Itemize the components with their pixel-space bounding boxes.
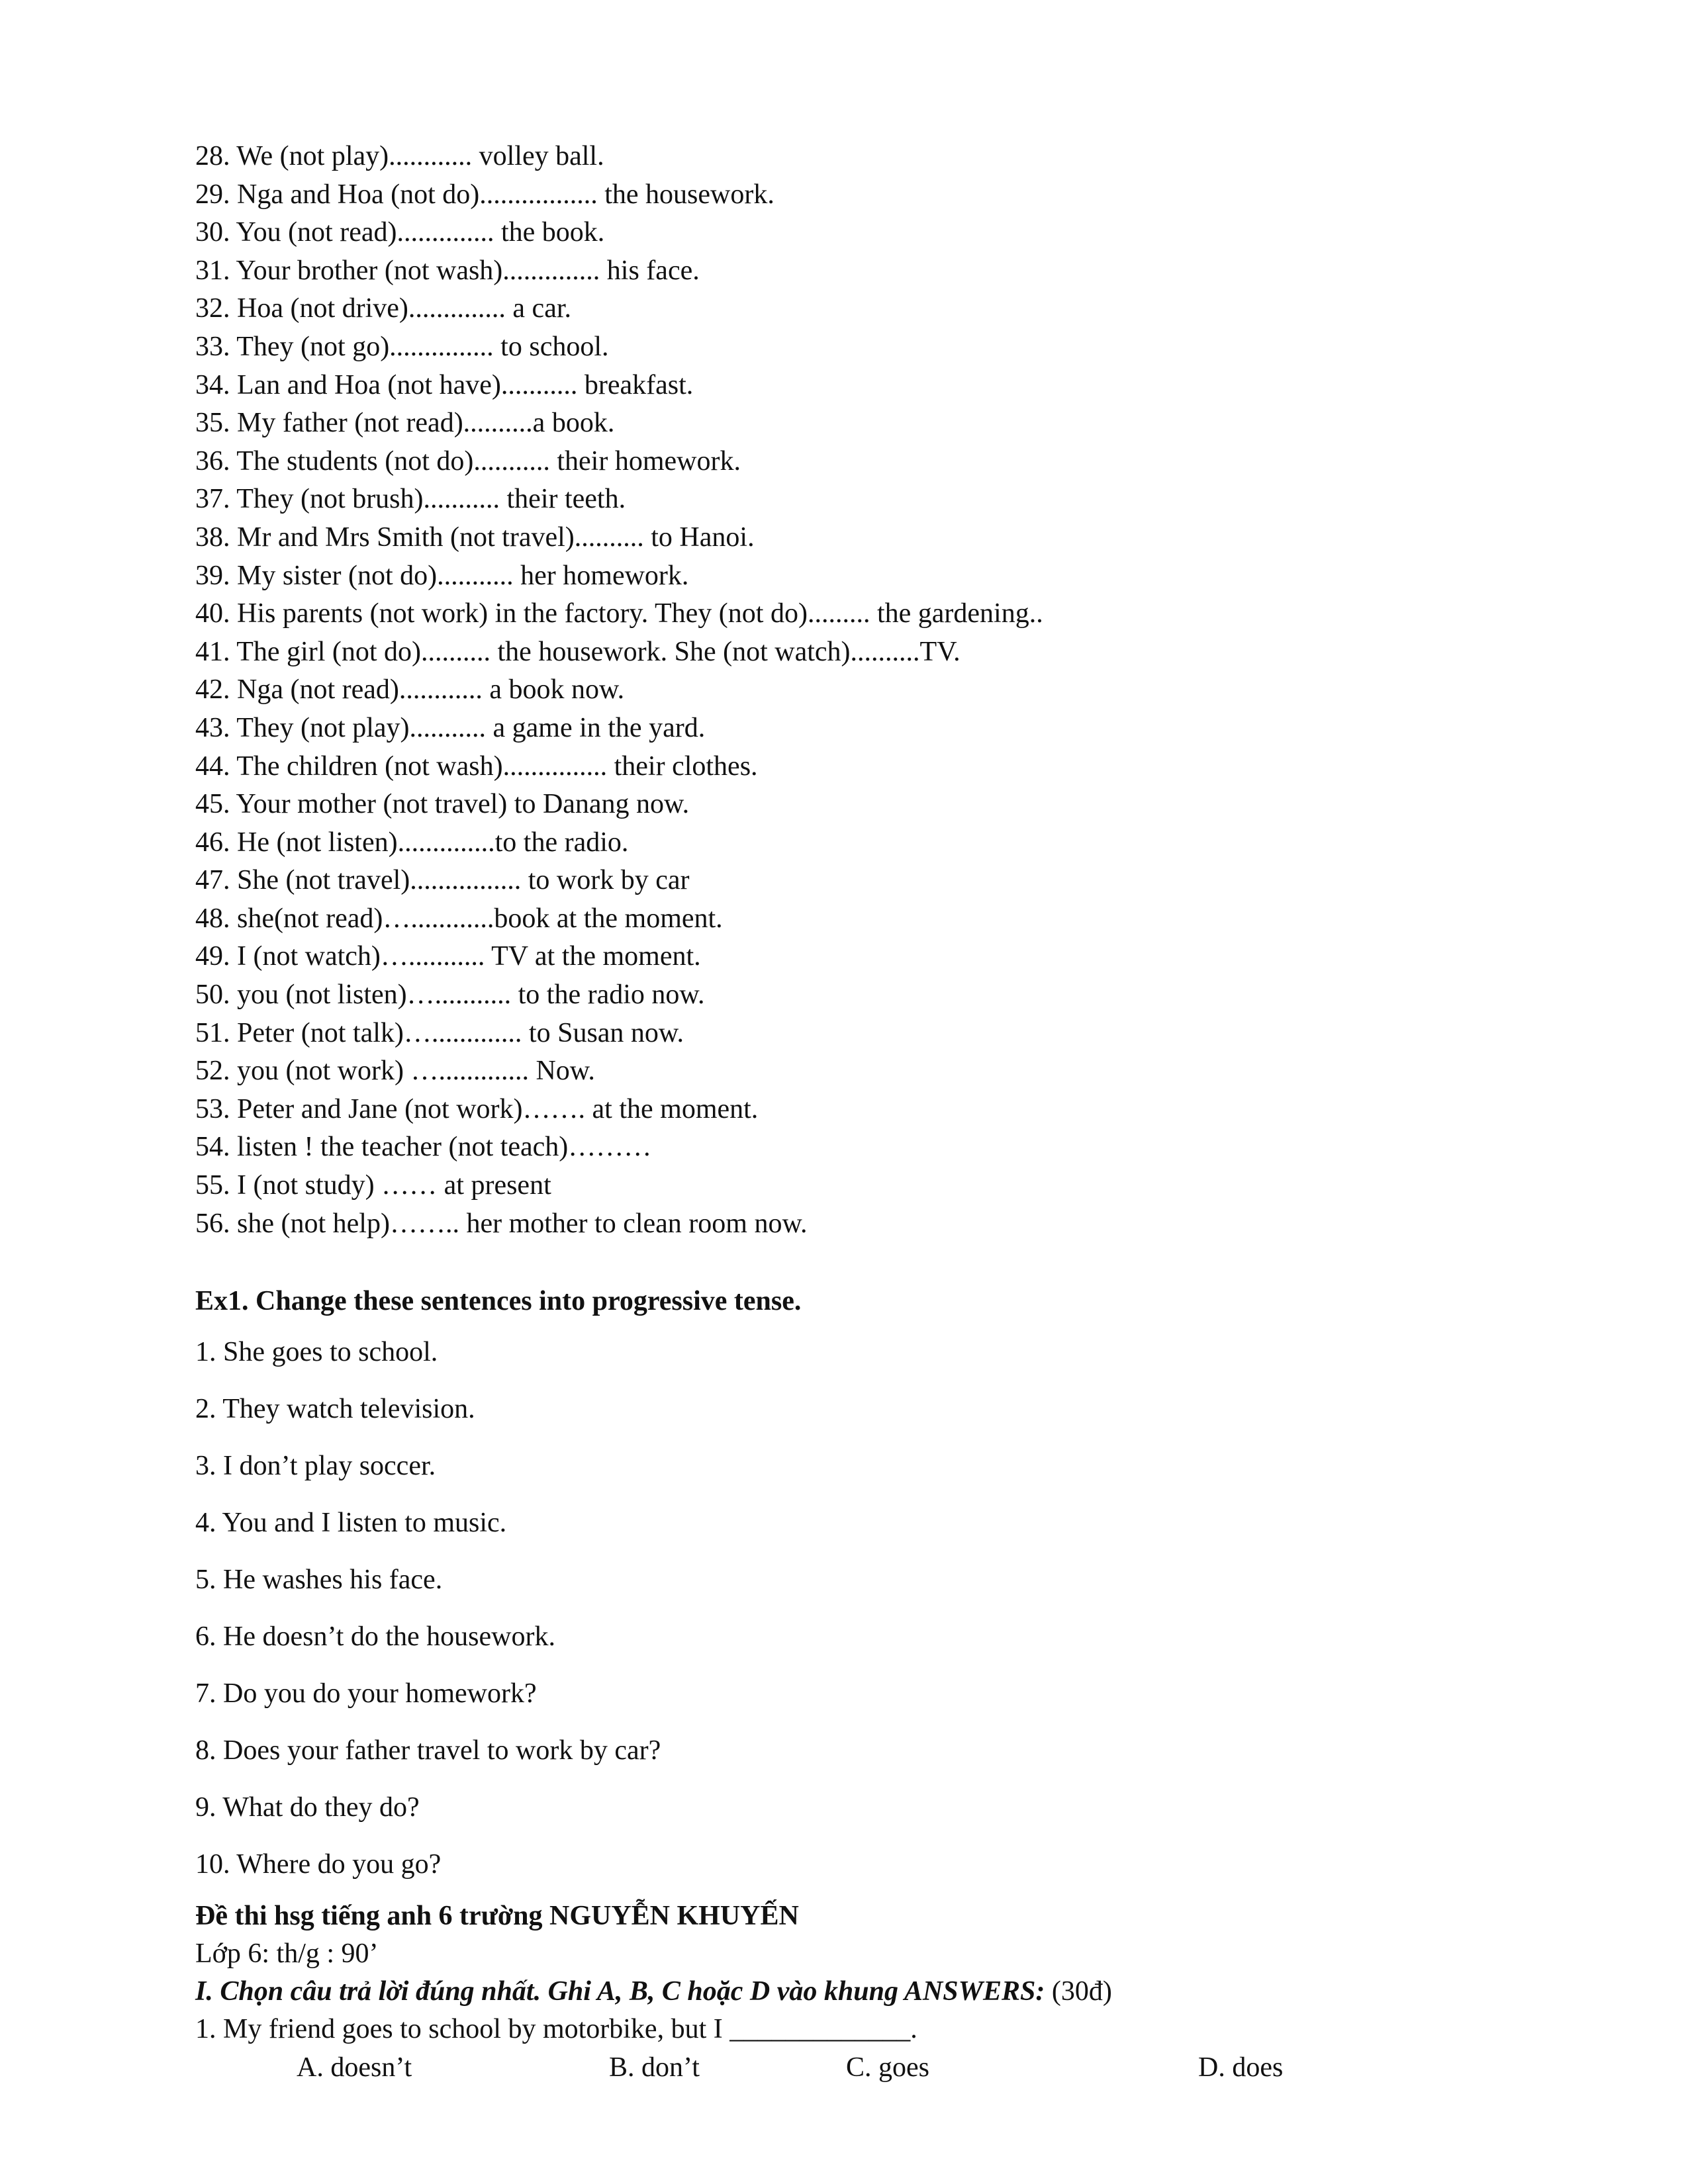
list-item: 6. He doesn’t do the housework. <box>195 1621 555 1652</box>
list-item: 50. you (not listen)…........... to the radio now. <box>195 979 705 1011</box>
list-item: 41. The girl (not do).......... the housework. She (not watch)..........TV. <box>195 636 961 667</box>
list-item: 32. Hoa (not drive).............. a car. <box>195 293 572 324</box>
list-item: 8. Does your father travel to work by car? <box>195 1735 661 1766</box>
list-item: 34. Lan and Hoa (not have)........... breakfast. <box>195 369 694 400</box>
list-item: 39. My sister (not do)........... her homework. <box>195 560 689 591</box>
list-item: 28. We (not play)............ volley ball. <box>195 141 604 171</box>
section-instruction <box>195 1972 1112 2011</box>
list-item: 9. What do they do? <box>195 1792 420 1823</box>
list-item: 44. The children (not wash)............... their clothes. <box>195 751 758 782</box>
list-item: 30. You (not read).............. the book. <box>195 217 605 248</box>
list-item: 47. She (not travel)................ to work by car <box>195 865 690 896</box>
exam-title: Đề thi hsg tiếng anh 6 trường NGUYỄN KHUYẾN <box>195 1901 799 1931</box>
list-item: 10. Where do you go? <box>195 1849 442 1880</box>
list-item: 48. she(not read)…............book at the moment. <box>195 903 723 934</box>
option-a: A. doesn’t <box>297 2052 412 2083</box>
list-item: 4. You and I listen to music. <box>195 1508 507 1538</box>
list-item: 1. She goes to school. <box>195 1337 438 1367</box>
question-text: 1. My friend goes to school by motorbike, but I _____________. <box>195 2014 917 2044</box>
list-item: 40. His parents (not work) in the factory. They (not do)......... the gardening.. <box>195 598 1043 629</box>
list-item: 56. she (not help)…….. her mother to clean room now. <box>195 1208 808 1239</box>
list-item: 53. Peter and Jane (not work)……. at the moment. <box>195 1093 759 1124</box>
list-item: 5. He washes his face. <box>195 1565 443 1595</box>
list-item: 31. Your brother (not wash).............. his face. <box>195 255 700 286</box>
list-item: 46. He (not listen)..............to the radio. <box>195 827 629 858</box>
list-item: 37. They (not brush)........... their teeth. <box>195 484 626 515</box>
list-item: 2. They watch television. <box>195 1394 475 1424</box>
option-c: C. goes <box>846 2052 929 2083</box>
negative-exercise-list <box>195 138 1043 1243</box>
exam-subtitle: Lớp 6: th/g : 90’ <box>195 1938 379 1969</box>
list-item: 54. listen ! the teacher (not teach)……… <box>195 1132 652 1163</box>
exercise-heading: Ex1. Change these sentences into progressive tense. <box>195 1286 802 1316</box>
list-item: 42. Nga (not read)............ a book now. <box>195 674 625 705</box>
list-item: 55. I (not study) …… at present <box>195 1170 551 1201</box>
list-item: 43. They (not play)........... a game in the yard. <box>195 712 706 743</box>
list-item: 35. My father (not read)..........a book. <box>195 408 615 439</box>
list-item: 52. you (not work) …............. Now. <box>195 1056 595 1087</box>
list-item: 49. I (not watch)…........... TV at the moment. <box>195 941 701 972</box>
answer-options <box>0 2049 1688 2086</box>
list-item: 45. Your mother (not travel) to Danang now. <box>195 789 690 820</box>
list-item: 33. They (not go)............... to school. <box>195 331 609 362</box>
list-item: 29. Nga and Hoa (not do)................. the housework. <box>195 179 774 210</box>
option-d: D. does <box>1198 2052 1284 2083</box>
section-points: (30đ) <box>1045 1976 1112 2007</box>
list-item: 7. Do you do your homework? <box>195 1678 537 1709</box>
list-item: 3. I don’t play soccer. <box>195 1451 436 1481</box>
list-item: 51. Peter (not talk)…............. to Susan now. <box>195 1017 684 1048</box>
list-item: 38. Mr and Mrs Smith (not travel).......... to Hanoi. <box>195 522 755 553</box>
progressive-exercise-list <box>195 1329 661 1898</box>
option-b: B. don’t <box>609 2052 700 2083</box>
section-label: I. Chọn câu trả lời đúng nhất. Ghi A, B, C hoặc D vào khung ANSWERS: <box>195 1976 1045 2007</box>
list-item: 36. The students (not do)........... their homework. <box>195 445 741 477</box>
